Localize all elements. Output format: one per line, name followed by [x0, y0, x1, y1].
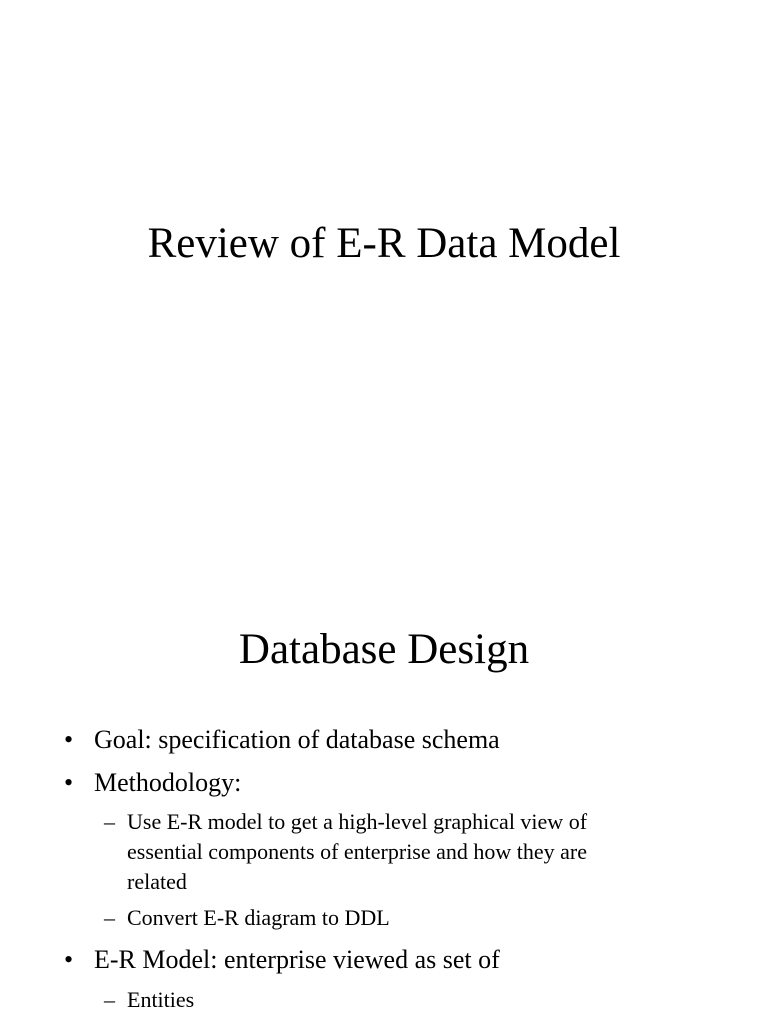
sub-bullet-text: Use E-R model to get a high-level graphical view of essential components of enterprise and how they are related [127, 809, 588, 894]
sub-bullet-text: Convert E-R diagram to DDL [127, 905, 390, 930]
bullet-marker: • [64, 768, 74, 797]
slide-database-design [0, 580, 768, 1024]
bullet-text: E-R Model: enterprise viewed as set of [94, 945, 500, 974]
bullet-marker: • [64, 725, 74, 754]
sub-bullet-text: Entities [127, 987, 195, 1012]
bullet-text: Goal: specification of database schema [94, 725, 500, 754]
sub-bullet-marker: – [104, 905, 115, 930]
bullet-text: Methodology: [94, 768, 242, 797]
sub-bullet-marker: – [104, 987, 115, 1012]
slide-title-heading: Review of E-R Data Model [147, 220, 621, 267]
bullet-marker: • [64, 945, 74, 974]
sub-bullet-marker: – [104, 809, 115, 834]
slide-heading: Database Design [238, 626, 530, 673]
